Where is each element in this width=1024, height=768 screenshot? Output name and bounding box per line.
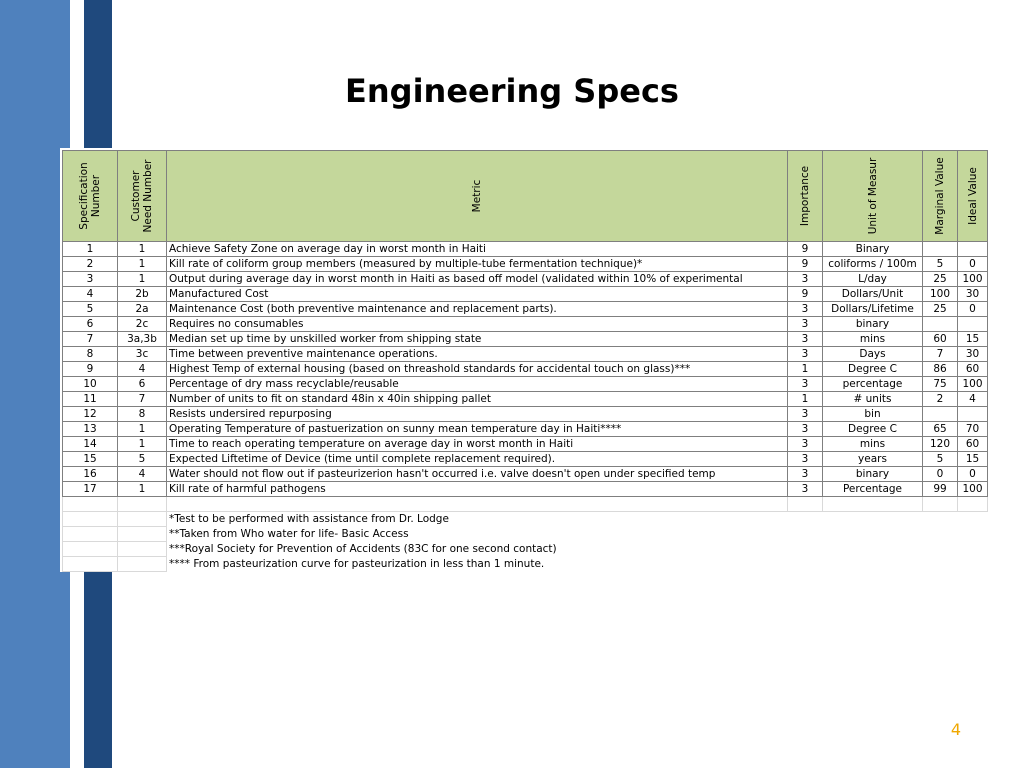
table-row — [63, 452, 988, 467]
cell-marginal: 25 — [923, 272, 958, 287]
cell-importance: 3 — [788, 482, 823, 497]
cell-need: 4 — [118, 362, 167, 377]
cell-spec: 3 — [63, 272, 118, 287]
cell-ideal: 60 — [958, 437, 988, 452]
cell-marginal: 0 — [923, 467, 958, 482]
cell-importance: 3 — [788, 317, 823, 332]
cell-spec: 9 — [63, 362, 118, 377]
cell-marginal — [923, 317, 958, 332]
cell-metric: Maintenance Cost (both preventive maintenance and replacement parts). — [167, 302, 788, 317]
cell-importance: 3 — [788, 437, 823, 452]
cell-metric: Kill rate of coliform group members (measured by multiple-tube fermentation technique)* — [167, 257, 788, 272]
cell-metric: Kill rate of harmful pathogens — [167, 482, 788, 497]
footnote-empty-cell — [118, 542, 167, 557]
cell-metric: Number of units to fit on standard 48in x 40in shipping pallet — [167, 392, 788, 407]
footnote-empty-cell — [63, 527, 118, 542]
cell-ideal: 100 — [958, 377, 988, 392]
spec-table-body — [63, 242, 988, 572]
cell-marginal: 75 — [923, 377, 958, 392]
table-row — [63, 302, 988, 317]
cell-unit: Days — [823, 347, 923, 362]
cell-unit: Percentage — [823, 482, 923, 497]
table-row — [63, 332, 988, 347]
table-row — [63, 287, 988, 302]
cell-marginal: 5 — [923, 452, 958, 467]
cell-importance: 1 — [788, 392, 823, 407]
cell-need: 5 — [118, 452, 167, 467]
cell-spec: 1 — [63, 242, 118, 257]
cell-marginal: 2 — [923, 392, 958, 407]
cell-ideal — [958, 317, 988, 332]
cell-marginal: 86 — [923, 362, 958, 377]
cell-importance: 3 — [788, 302, 823, 317]
cell-marginal: 5 — [923, 257, 958, 272]
cell-need: 8 — [118, 407, 167, 422]
cell-unit: mins — [823, 437, 923, 452]
table-row — [63, 272, 988, 287]
cell-need: 7 — [118, 392, 167, 407]
cell-metric: Achieve Safety Zone on average day in worst month in Haiti — [167, 242, 788, 257]
footnote-empty-cell — [63, 542, 118, 557]
cell-spec: 17 — [63, 482, 118, 497]
table-row — [63, 377, 988, 392]
table-row — [63, 392, 988, 407]
cell-marginal: 120 — [923, 437, 958, 452]
cell-importance: 3 — [788, 407, 823, 422]
cell-metric: Median set up time by unskilled worker from shipping state — [167, 332, 788, 347]
cell-unit: Degree C — [823, 362, 923, 377]
cell-need: 4 — [118, 467, 167, 482]
table-row — [63, 467, 988, 482]
cell-importance: 9 — [788, 287, 823, 302]
header-ideal-value: Ideal Value — [958, 151, 988, 242]
cell-spec: 10 — [63, 377, 118, 392]
cell-metric: Percentage of dry mass recyclable/reusable — [167, 377, 788, 392]
cell-metric: Output during average day in worst month in Haiti as based off model (validated within 10% of experimental — [167, 272, 788, 287]
header-marginal-value: Marginal Value — [923, 151, 958, 242]
cell-need: 2c — [118, 317, 167, 332]
cell-importance: 9 — [788, 242, 823, 257]
table-row — [63, 242, 988, 257]
footnote-row — [63, 557, 988, 572]
table-row — [63, 347, 988, 362]
cell-marginal: 99 — [923, 482, 958, 497]
page-number: 4 — [950, 720, 962, 739]
footnote-empty-cell — [63, 557, 118, 572]
table-row — [63, 362, 988, 377]
cell-unit: mins — [823, 332, 923, 347]
footnote-empty-cell — [118, 557, 167, 572]
cell-metric: Operating Temperature of pastuerization on sunny mean temperature day in Haiti**** — [167, 422, 788, 437]
cell-need: 6 — [118, 377, 167, 392]
cell-unit: Binary — [823, 242, 923, 257]
cell-unit: percentage — [823, 377, 923, 392]
footnote-empty-cell — [63, 512, 118, 527]
table-row — [63, 407, 988, 422]
table-row — [63, 257, 988, 272]
cell-spec: 2 — [63, 257, 118, 272]
cell-spec: 4 — [63, 287, 118, 302]
table-row — [63, 422, 988, 437]
cell-marginal: 100 — [923, 287, 958, 302]
cell-unit: # units — [823, 392, 923, 407]
cell-need: 3c — [118, 347, 167, 362]
cell-need: 1 — [118, 272, 167, 287]
header-customer-need: Customer Need Number — [118, 151, 167, 242]
spec-table-image — [60, 148, 992, 572]
cell-need: 1 — [118, 482, 167, 497]
cell-spec: 13 — [63, 422, 118, 437]
cell-ideal: 100 — [958, 482, 988, 497]
cell-importance: 3 — [788, 272, 823, 287]
cell-need: 1 — [118, 437, 167, 452]
slide-title: Engineering Specs — [345, 72, 679, 110]
cell-marginal: 65 — [923, 422, 958, 437]
cell-unit: binary — [823, 317, 923, 332]
cell-importance: 3 — [788, 332, 823, 347]
header-row — [63, 151, 988, 242]
cell-spec: 7 — [63, 332, 118, 347]
table-row — [63, 317, 988, 332]
cell-unit: Degree C — [823, 422, 923, 437]
table-row — [63, 482, 988, 497]
footnote-row — [63, 512, 988, 527]
cell-ideal: 100 — [958, 272, 988, 287]
footnote-text: *Test to be performed with assistance from Dr. Lodge — [169, 512, 449, 525]
cell-spec: 11 — [63, 392, 118, 407]
cell-metric: Highest Temp of external housing (based on threashold standards for accidental touch on glass)*** — [167, 362, 788, 377]
cell-ideal: 0 — [958, 467, 988, 482]
cell-marginal — [923, 407, 958, 422]
cell-metric: Requires no consumables — [167, 317, 788, 332]
cell-spec: 14 — [63, 437, 118, 452]
cell-marginal: 60 — [923, 332, 958, 347]
cell-ideal: 30 — [958, 347, 988, 362]
cell-ideal: 30 — [958, 287, 988, 302]
cell-marginal: 25 — [923, 302, 958, 317]
cell-importance: 9 — [788, 257, 823, 272]
cell-metric: Water should not flow out if pasteurizerion hasn't occurred i.e. valve doesn't open under specified temp — [167, 467, 788, 482]
header-unit: Unit of Measur — [823, 151, 923, 242]
cell-unit: L/day — [823, 272, 923, 287]
cell-ideal: 15 — [958, 452, 988, 467]
cell-importance: 3 — [788, 377, 823, 392]
cell-spec: 6 — [63, 317, 118, 332]
cell-unit: years — [823, 452, 923, 467]
cell-marginal: 7 — [923, 347, 958, 362]
footnote-text: ***Royal Society for Prevention of Accidents (83C for one second contact) — [169, 542, 557, 555]
cell-unit: Dollars/Lifetime — [823, 302, 923, 317]
cell-unit: binary — [823, 467, 923, 482]
cell-importance: 3 — [788, 452, 823, 467]
cell-ideal: 0 — [958, 302, 988, 317]
blank-row — [63, 497, 988, 512]
cell-need: 2a — [118, 302, 167, 317]
cell-metric: Time to reach operating temperature on average day in worst month in Haiti — [167, 437, 788, 452]
table-row — [63, 437, 988, 452]
cell-metric: Expected Liftetime of Device (time until complete replacement required). — [167, 452, 788, 467]
cell-metric: Resists undersired repurposing — [167, 407, 788, 422]
footnote-row — [63, 542, 988, 557]
cell-ideal — [958, 242, 988, 257]
cell-ideal: 15 — [958, 332, 988, 347]
cell-need: 1 — [118, 422, 167, 437]
cell-importance: 3 — [788, 347, 823, 362]
footnote-text: **Taken from Who water for life- Basic Access — [169, 527, 409, 540]
cell-ideal: 0 — [958, 257, 988, 272]
cell-spec: 15 — [63, 452, 118, 467]
footnote-text: **** From pasteurization curve for pasteurization in less than 1 minute. — [169, 557, 545, 570]
cell-ideal: 70 — [958, 422, 988, 437]
cell-need: 1 — [118, 242, 167, 257]
engineering-specs-table — [62, 150, 988, 572]
footnote-empty-cell — [118, 527, 167, 542]
cell-importance: 3 — [788, 467, 823, 482]
cell-need: 1 — [118, 257, 167, 272]
cell-metric: Time between preventive maintenance operations. — [167, 347, 788, 362]
cell-spec: 12 — [63, 407, 118, 422]
cell-importance: 3 — [788, 422, 823, 437]
cell-spec: 16 — [63, 467, 118, 482]
cell-ideal: 4 — [958, 392, 988, 407]
cell-unit: coliforms / 100m — [823, 257, 923, 272]
cell-importance: 1 — [788, 362, 823, 377]
header-importance: Importance — [788, 151, 823, 242]
cell-metric: Manufactured Cost — [167, 287, 788, 302]
cell-ideal — [958, 407, 988, 422]
cell-need: 2b — [118, 287, 167, 302]
cell-marginal — [923, 242, 958, 257]
header-metric: Metric — [167, 151, 788, 242]
cell-spec: 8 — [63, 347, 118, 362]
footnote-empty-cell — [118, 512, 167, 527]
cell-ideal: 60 — [958, 362, 988, 377]
cell-unit: bin — [823, 407, 923, 422]
cell-unit: Dollars/Unit — [823, 287, 923, 302]
cell-spec: 5 — [63, 302, 118, 317]
footnote-row — [63, 527, 988, 542]
cell-need: 3a,3b — [118, 332, 167, 347]
header-spec-number: Specification Number — [63, 151, 118, 242]
